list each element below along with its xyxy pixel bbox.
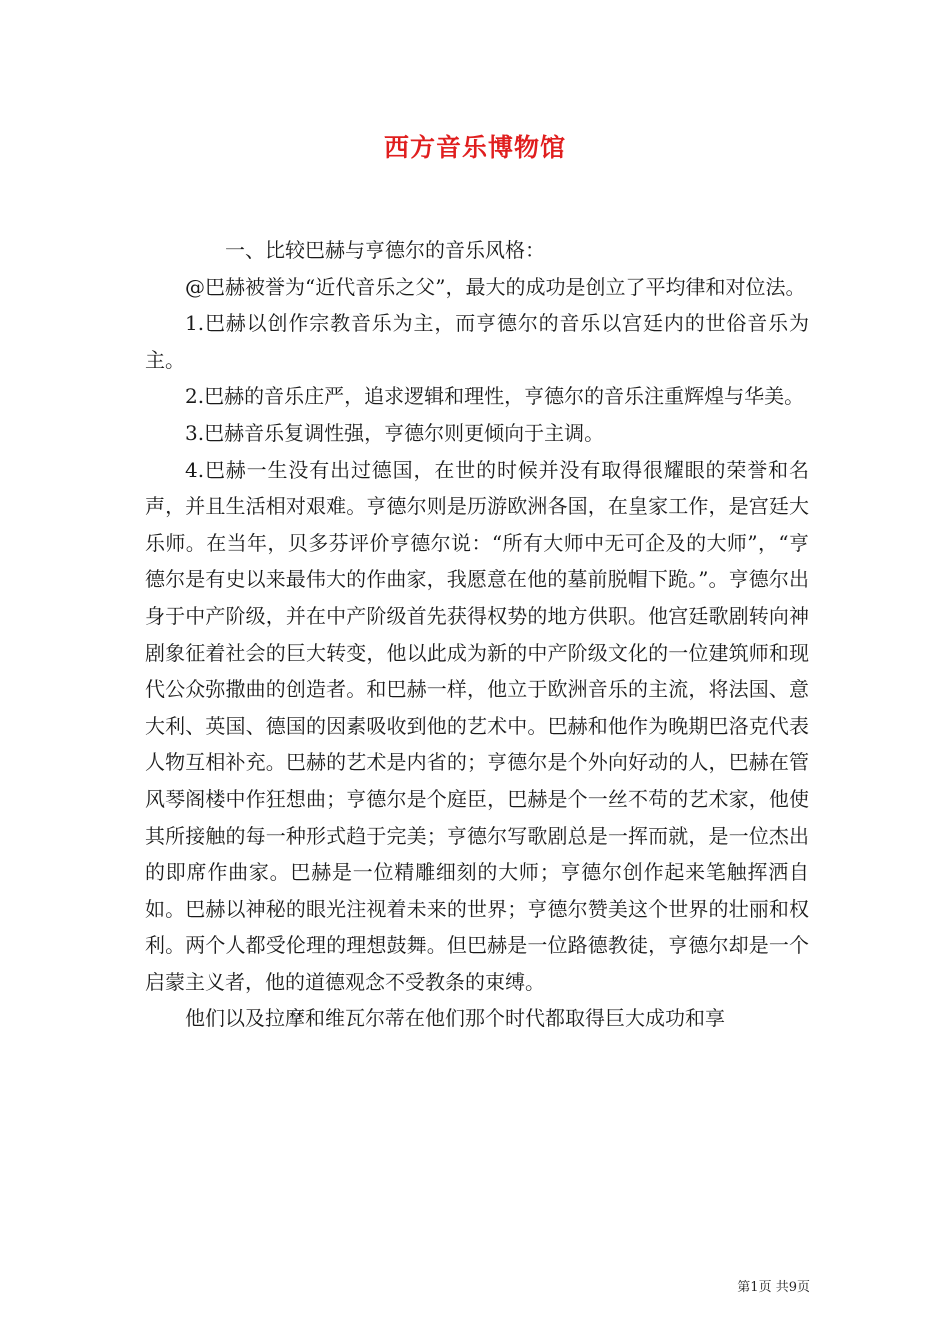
paragraph-intro: @巴赫被誉为“近代音乐之父”，最大的成功是创立了平均律和对位法。 bbox=[185, 274, 806, 299]
paragraph-point-1: 1.巴赫以创作宗教音乐为主，而亨德尔的音乐以宫廷内的世俗音乐为主。 bbox=[145, 311, 809, 372]
paragraph-point-3: 3.巴赫音乐复调性强，亨德尔则更倾向于主调。 bbox=[185, 420, 605, 445]
paragraph-point-4: 4.巴赫一生没有出过德国，在世的时候并没有取得很耀眼的荣誉和名声，并且生活相对艰难。亨德尔则是历游欧洲各国，在皇家工作，是宫廷大乐师。在当年，贝多芬评价亨德尔说：“所有大师中无可企及的大师”，“亨德尔是有史以来最伟大的作曲家，我愿意在他的墓前脱帽下跪。”。亨德尔出身于中产阶级，并在中产阶级首先获得权势的地方供职。他宫廷歌剧转向神剧象征着社会的巨大转变，他以此成为新的中产阶级文化的一位建筑师和现代公众弥撒曲的创造者。和巴赫一样，他立于欧洲音乐的主流，将法国、意大利、英国、德国的因素吸收到他的艺术中。巴赫和他作为晚期巴洛克代表人物互相补充。巴赫的艺术是内省的；亨德尔是个外向好动的人，巴赫在管风琴阁楼中作狂想曲；亨德尔是个庭臣，巴赫是个一丝不苟的艺术家，他使其所接触的每一种形式趋于完美；亨德尔写歌剧总是一挥而就，是一位杰出的即席作曲家。巴赫是一位精雕细刻的大师；亨德尔创作起来笔触挥洒自如。巴赫以神秘的眼光注视着未来的世界；亨德尔赞美这个世界的壮丽和权利。两个人都受伦理的理想鼓舞。但巴赫是一位路德教徒，亨德尔却是一个启蒙主义者，他的道德观念不受教条的束缚。 bbox=[145, 457, 809, 994]
footer-total-pages: 9 bbox=[788, 1280, 797, 1295]
footer-current-page: 1 bbox=[750, 1280, 759, 1295]
paragraph-continuation: 他们以及拉摩和维瓦尔蒂在他们那个时代都取得巨大成功和享 bbox=[185, 1006, 725, 1031]
page-footer bbox=[737, 1276, 810, 1295]
paragraph-point-2: 2.巴赫的音乐庄严，追求逻辑和理性，亨德尔的音乐注重辉煌与华美。 bbox=[185, 384, 805, 409]
footer-middle: 页 共 bbox=[758, 1280, 789, 1295]
section-heading: 一、比较巴赫与亨德尔的音乐风格： bbox=[225, 238, 545, 262]
page-title: 西方音乐博物馆 bbox=[383, 133, 566, 162]
document-body bbox=[145, 232, 809, 1037]
footer-suffix: 页 bbox=[796, 1280, 810, 1295]
footer-prefix: 第 bbox=[737, 1280, 751, 1295]
